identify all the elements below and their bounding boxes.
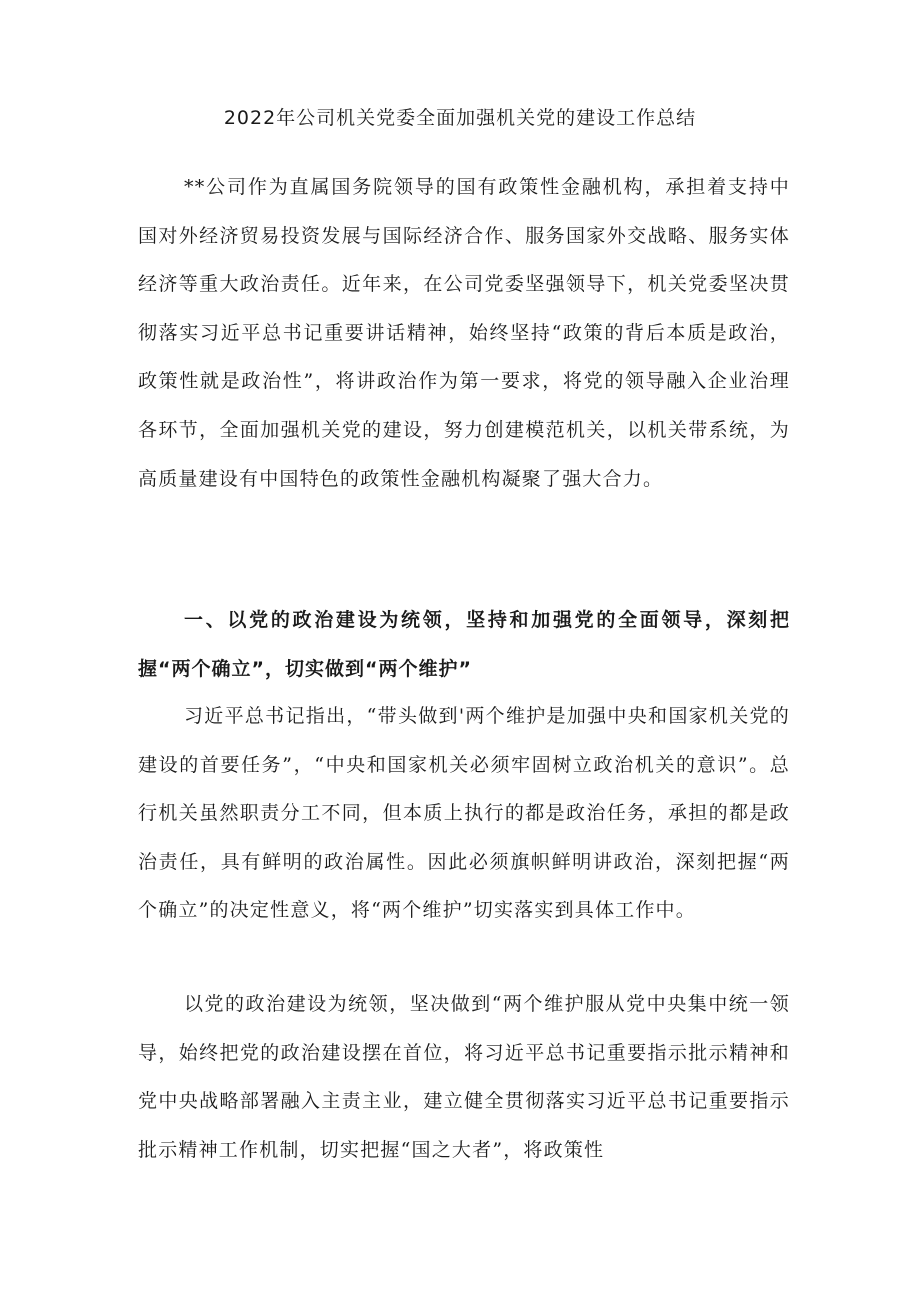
document-title: 2022年公司机关党委全面加强机关党的建设工作总结 xyxy=(223,107,697,129)
section1-paragraph-1: 习近平总书记指出，“带头做到'两个维护是加强中央和国家机关党的建设的首要任务”，“中央和国家机关必须牢固树立政治机关的意识”。总行机关虽然职责分工不同，但本质上执行的都是政治任务，承担的都是政治责任，具有鲜明的政治属性。因此必须旗帜鲜明讲政治，深刻把握“两个确立”的决定性意义，将“两个维护”切实落实到具体工作中。 xyxy=(138,705,790,922)
section-heading-1: 一、以党的政治建设为统领，坚持和加强党的全面领导，深刻把握“两个确立”，切实做到“两个维护” xyxy=(138,609,790,680)
section1-paragraph-2: 以党的政治建设为统领，坚决做到“两个维护服从党中央集中统一领导，始终把党的政治建设摆在首位，将习近平总书记重要指示批示精神和党中央战略部署融入主责主业，建立健全贯彻落实习近平总书记重要指示批示精神工作机制，切实把握“国之大者”，将政策性 xyxy=(138,993,790,1161)
intro-paragraph: **公司作为直属国务院领导的国有政策性金融机构，承担着支持中国对外经济贸易投资发展与国际经济合作、服务国家外交战略、服务实体经济等重大政治责任。近年来，在公司党委坚强领导下，机关党委坚决贯彻落实习近平总书记重要讲话精神，始终坚持“政策的背后本质是政治，政策性就是政治性”，将讲政治作为第一要求，将党的领导融入企业治理各环节，全面加强机关党的建设，努力创建模范机关，以机关带系统，为高质量建设有中国特色的政策性金融机构凝聚了强大合力。 xyxy=(138,176,790,490)
